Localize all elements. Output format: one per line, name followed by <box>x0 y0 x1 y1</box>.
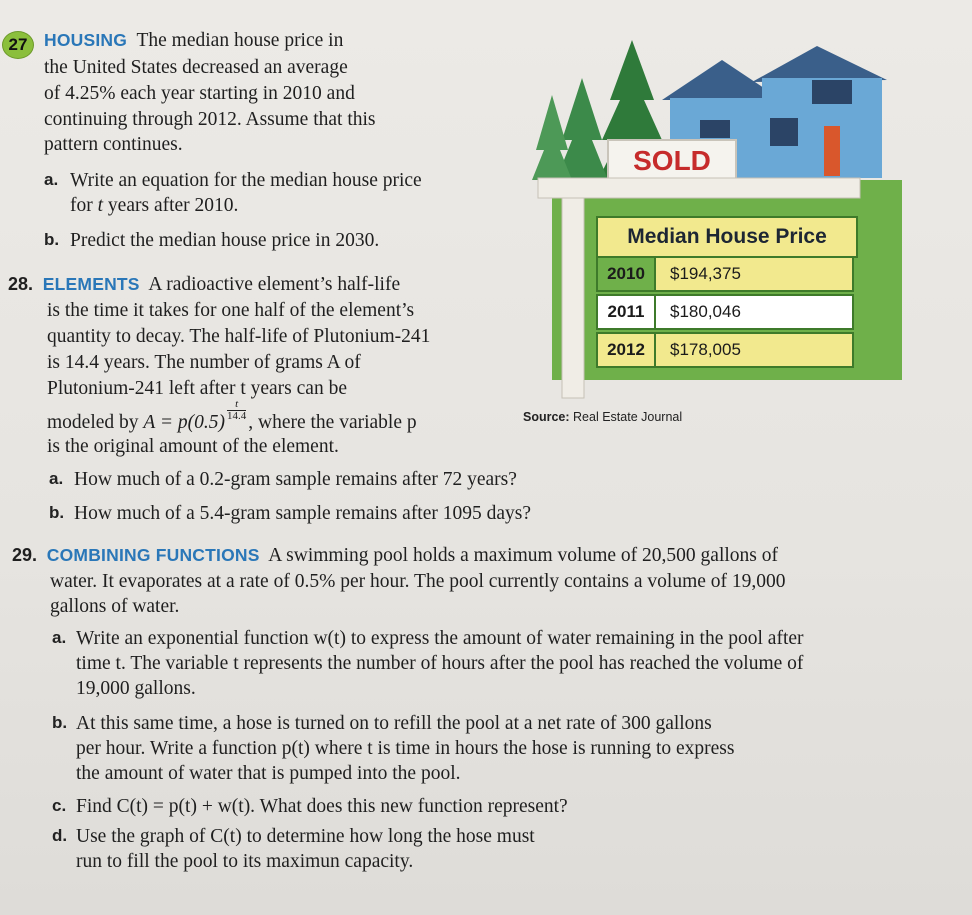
problem-28-model-post: , where the variable p <box>248 412 417 433</box>
table-cell-year: 2010 <box>596 256 656 292</box>
house-roof <box>752 46 887 82</box>
problem-28-heading: ELEMENTS <box>42 274 140 294</box>
window-icon <box>770 118 798 146</box>
problem-29c-text: Find C(t) = p(t) + w(t). What does this new function represent? <box>76 796 568 817</box>
problem-27-line-2: the United States decreased an average <box>44 57 348 78</box>
problem-29d-line-2: run to fill the pool to its maximun capacity. <box>76 851 414 872</box>
problem-29-line-2: water. It evaporates at a rate of 0.5% per hour. The pool currently contains a volume of 19,000 <box>50 571 786 592</box>
problem-29b-line-1: At this same time, a hose is turned on to refill the pool at a net rate of 300 gallons <box>76 713 712 734</box>
source-label: Source: <box>523 410 570 424</box>
exponent-fraction <box>227 399 246 422</box>
problem-28b-label: b. <box>49 503 65 522</box>
exponent-denominator: 14.4 <box>227 410 247 422</box>
problem-29-number: 29. <box>12 545 38 565</box>
source-note <box>523 410 682 424</box>
problem-29a-line-3: 19,000 gallons. <box>76 678 196 699</box>
problem-29d-line-1: Use the graph of C(t) to determine how long the hose must <box>76 826 535 847</box>
problem-28-number: 28. <box>8 274 34 294</box>
problem-27b-text: Predict the median house price in 2030. <box>70 230 380 251</box>
table-cell-price: $180,046 <box>656 294 854 330</box>
problem-29c-label: c. <box>52 796 67 815</box>
table-cell-year: 2011 <box>596 294 656 330</box>
problem-29-text: A swimming pool holds a maximum volume of 20,500 gallons of <box>268 545 778 566</box>
table-title: Median House Price <box>596 216 858 258</box>
problem-27-text: The median house price in <box>136 30 344 51</box>
problem-28a-label: a. <box>49 469 64 488</box>
problem-29a-label: a. <box>52 628 67 647</box>
window-icon <box>812 80 852 104</box>
problem-28-model-pre: modeled by <box>47 412 144 433</box>
problem-28-model-line <box>47 398 417 436</box>
problem-27a-label: a. <box>44 170 59 189</box>
table-row <box>596 294 854 330</box>
problem-28-line-5: Plutonium-241 left after t years can be <box>47 378 347 399</box>
problem-27b-label: b. <box>44 230 60 249</box>
window-icon <box>700 120 730 138</box>
table-cell-price: $194,375 <box>656 256 854 292</box>
problem-28b-text: How much of a 5.4-gram sample remains after 1095 days? <box>74 503 532 524</box>
problem-29d-label: d. <box>52 826 68 845</box>
problem-28-line-7: is the original amount of the element. <box>47 436 339 457</box>
problem-29a-line-1: Write an exponential function w(t) to express the amount of water remaining in the pool after <box>76 628 804 649</box>
sign-post <box>562 198 584 398</box>
problem-29a-line-2: time t. The variable t represents the number of hours after the pool has reached the volume of <box>76 653 804 674</box>
problem-number-badge: 27 <box>2 31 34 59</box>
table-row <box>596 332 854 368</box>
table-cell-price: $178,005 <box>656 332 854 368</box>
problem-29-heading: COMBINING FUNCTIONS <box>46 545 260 565</box>
sign-crossbar <box>538 178 860 198</box>
problem-27a-line-1: Write an equation for the median house price <box>70 170 422 191</box>
problem-29b-line-3: the amount of water that is pumped into the pool. <box>76 763 461 784</box>
problem-27-line-5: pattern continues. <box>44 134 183 155</box>
problem-28a-text: How much of a 0.2-gram sample remains after 72 years? <box>74 469 517 490</box>
problem-28-line-3: quantity to decay. The half-life of Plutonium-241 <box>47 326 431 347</box>
problem-29-line-3: gallons of water. <box>50 596 180 617</box>
sold-sign-text: SOLD <box>633 145 711 176</box>
half-life-equation: A = p(0.5) <box>143 412 225 433</box>
problem-29b-label: b. <box>52 713 68 732</box>
problem-28-line-2: is the time it takes for one half of the element’s <box>47 300 415 321</box>
problem-27-line-1 <box>44 28 343 54</box>
problem-27-heading: HOUSING <box>44 30 128 50</box>
problem-29b-line-2: per hour. Write a function p(t) where t is time in hours the hose is running to express <box>76 738 735 759</box>
problem-27a-line-2-pre: for <box>70 195 98 216</box>
problem-27a-line-2-post: years after 2010. <box>103 195 239 216</box>
problem-28-text: A radioactive element’s half-life <box>148 274 401 295</box>
table-row <box>596 256 854 292</box>
exponent-numerator: t <box>235 398 239 410</box>
problem-27-line-3: of 4.25% each year starting in 2010 and <box>44 83 355 104</box>
variable-t: t <box>97 195 104 216</box>
problem-28-line-4: is 14.4 years. The number of grams A of <box>47 352 361 373</box>
problem-27-line-4: continuing through 2012. Assume that this <box>44 109 376 130</box>
problem-29-line-1 <box>12 543 778 569</box>
table-cell-year: 2012 <box>596 332 656 368</box>
problem-28-line-1 <box>8 272 400 298</box>
problem-27a-line-2 <box>70 193 238 219</box>
door-icon <box>824 126 840 176</box>
source-text: Real Estate Journal <box>573 410 683 424</box>
